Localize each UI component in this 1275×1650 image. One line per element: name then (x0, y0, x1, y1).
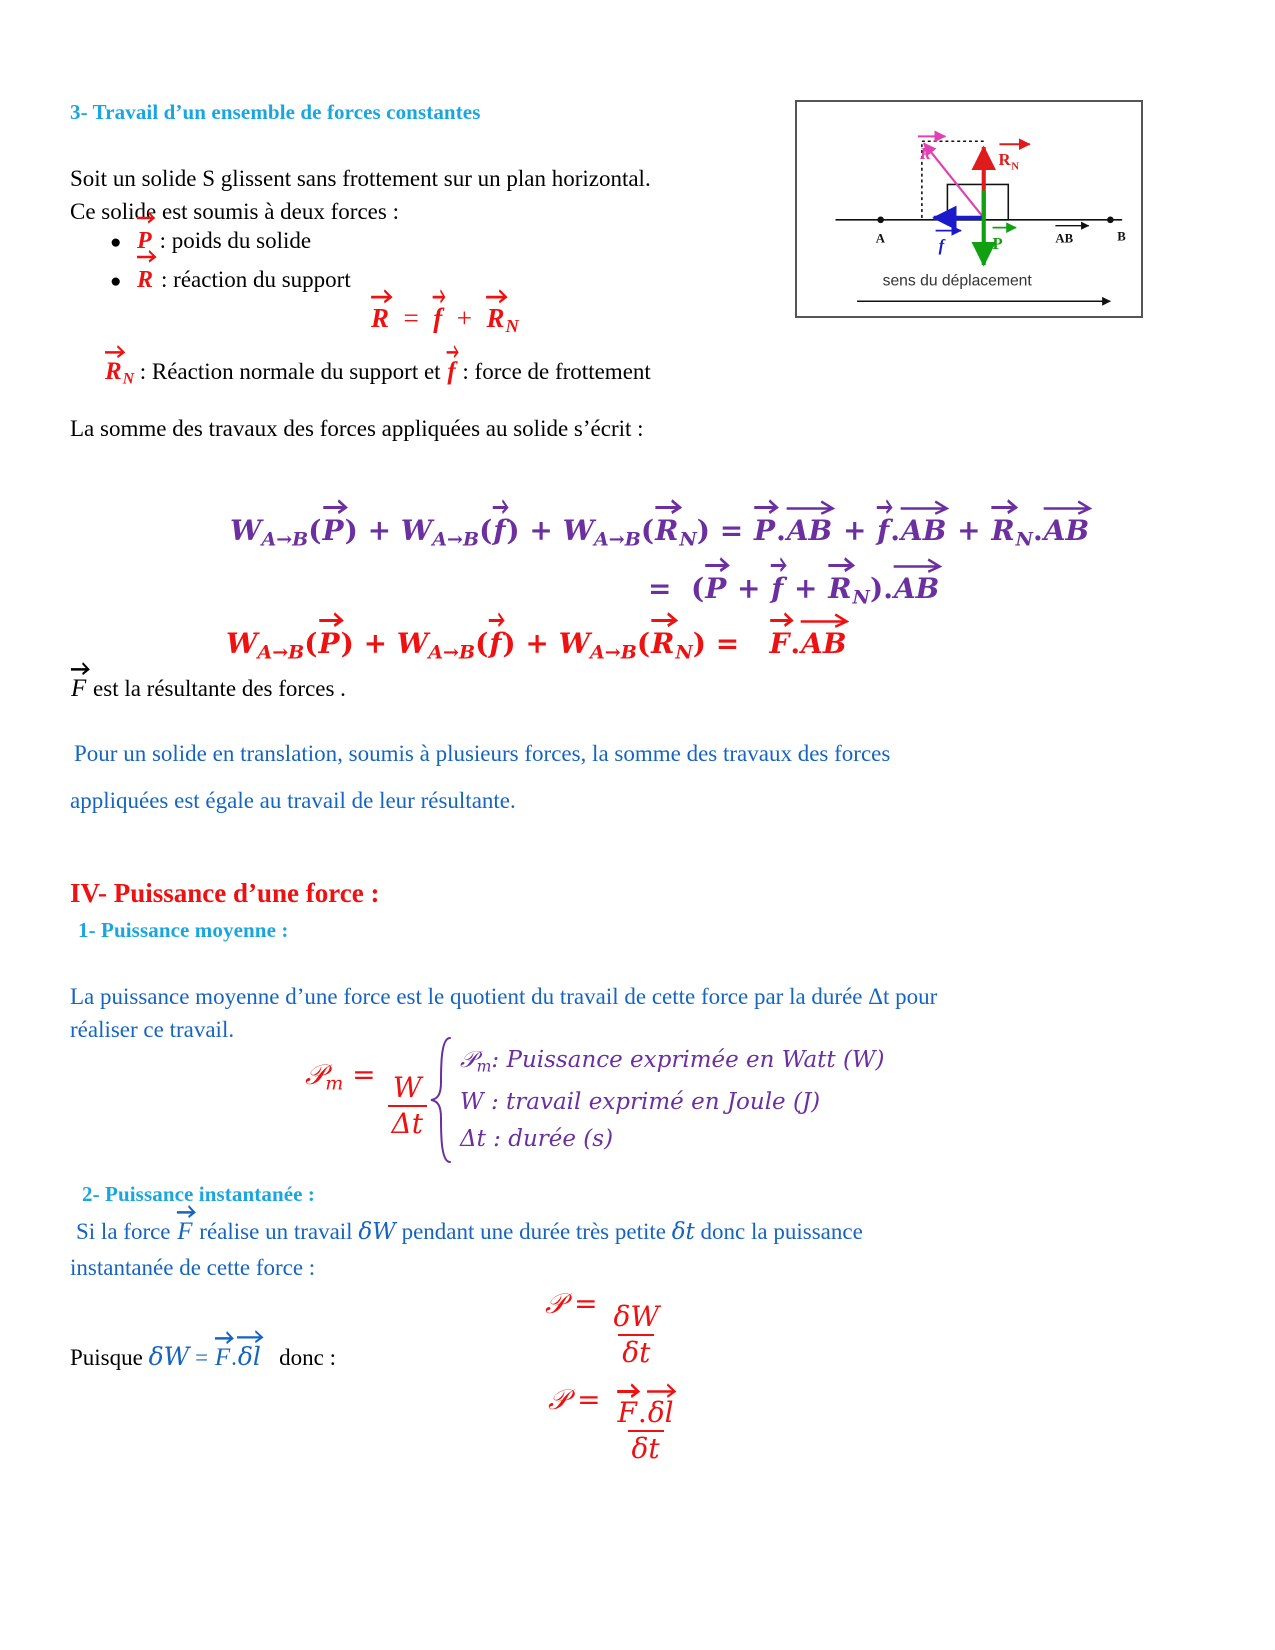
vector-f: f (770, 572, 784, 605)
bullet-text-R: : réaction du support (161, 267, 351, 292)
equation-work-sum-line-3: $W_{A\to B}$( $P) + W_{A\to B}$( $f) + W_{A\to B}$( $R_N$) = F. AB (226, 627, 848, 663)
vector-RN: R (654, 514, 679, 547)
definition-mid-text: : Réaction normale du support et (139, 359, 441, 384)
vector-AB: AB (893, 572, 940, 605)
vector-arrow-icon (1042, 498, 1091, 512)
vector-P: P (322, 514, 345, 547)
vector-delta-l (647, 1397, 675, 1428)
vector-P-symbol (136, 223, 153, 260)
svg-text:AB: AB (1055, 231, 1074, 246)
svg-text:B: B (1117, 229, 1126, 244)
formula-puissance-instantanee-developed (548, 1383, 682, 1464)
term-W-P: $W_{A\to B}$( P) (230, 514, 358, 547)
fraction-denominator: δt (628, 1430, 664, 1464)
equals-sign: = (577, 1383, 601, 1416)
bullet-dot-icon: ● (110, 271, 122, 292)
equation-R-decomposition: R = f + $R_N$ (370, 303, 519, 337)
fraction-Fdl-over-dt (612, 1397, 678, 1464)
system-row-3: Δt : durée (s) (460, 1126, 614, 1153)
dot-product-operator: . (231, 1345, 237, 1370)
text-puisque: Puisque (70, 1345, 143, 1370)
heading-section-4-1: 1- Puissance moyenne : (78, 918, 289, 942)
svg-text:A: A (875, 231, 885, 246)
vector-arrow-icon (753, 497, 778, 511)
symbol-subscript-m: m (325, 1072, 344, 1095)
fraction-denominator: δt (618, 1334, 654, 1368)
symbol-delta-t: δt (671, 1219, 695, 1245)
vector-F-letter: F (617, 1396, 637, 1430)
text-si-la-force: Si la force (76, 1219, 171, 1244)
intro-line-1: Soit un solide S glissent sans frottement sur un plan horizontal. (70, 166, 651, 191)
vector-F (616, 1397, 637, 1428)
symbol-subscript-m: m (476, 1056, 492, 1076)
vector-f-letter: f (447, 358, 456, 385)
bullet-text-P: : poids du solide (159, 228, 312, 253)
vector-arrow-icon (446, 343, 458, 356)
fraction-numerator (612, 1397, 678, 1429)
vector-RN: R (990, 514, 1015, 547)
vector-arrow-icon (70, 660, 89, 673)
vector-RN: R (650, 627, 675, 660)
vector-arrow-icon (236, 1328, 263, 1341)
puissance-moyenne-text-line-1: La puissance moyenne d’une force est le quotient du travail de cette force par la durée Δt pour (70, 984, 938, 1009)
vector-arrow-icon (769, 610, 793, 624)
fraction-denominator: Δt (388, 1105, 427, 1139)
svg-text:R: R (998, 149, 1011, 169)
vector-RN-letter: R (105, 358, 122, 385)
vector-F (70, 675, 87, 703)
symbol-delta-W: δW (358, 1219, 396, 1245)
vector-arrow-icon (990, 497, 1017, 511)
vector-f (446, 358, 456, 386)
vector-arrow-icon (899, 498, 948, 512)
heading-section-4: IV- Puissance d’une force : (70, 878, 380, 908)
vector-F-letter: F (177, 1218, 193, 1245)
vector-F-letter: F (214, 1344, 231, 1371)
forces-bullet-list (110, 222, 730, 300)
vector-arrow-icon (876, 497, 892, 511)
vector-AB: AB (1043, 514, 1090, 547)
vector-F (176, 1218, 193, 1246)
vector-F: F (769, 627, 791, 660)
puissance-instantanee-line-2: instantanée de cette force : (70, 1255, 316, 1280)
puisque-line (70, 1342, 336, 1372)
conclusion-line-2: appliquées est égale au travail de leur résultante. (70, 788, 516, 813)
list-item (110, 261, 730, 300)
vector-F (214, 1344, 231, 1372)
equals-sign: = (574, 1287, 598, 1320)
vector-arrow-icon (488, 610, 504, 624)
term-W-P: $W_{A\to B}$( P) (226, 627, 354, 660)
vector-arrow-icon (704, 555, 729, 569)
equals-sign: = (352, 1058, 376, 1091)
fraction-dW-over-dt (609, 1301, 663, 1368)
svg-text:f: f (938, 236, 945, 256)
puissance-moyenne-text-line-2: réaliser ce travail. (70, 1017, 235, 1042)
term-W-RN: $W_{A\to B}$( $R_N$) (563, 514, 710, 547)
vector-AB: AB (786, 514, 833, 547)
vector-f: f (488, 627, 502, 660)
vector-arrow-icon (654, 497, 681, 511)
text-donc-la-puissance: donc la puissance (700, 1219, 863, 1244)
symbol-delta-W: δW (148, 1342, 190, 1371)
heading-section-3: 3- Travail d’un ensemble de forces constantes (70, 100, 481, 124)
formula-puissance-instantanee (545, 1287, 666, 1368)
symbol-script-P: 𝒫 (305, 1058, 326, 1091)
resultant-note-text: est la résultante des forces . (93, 676, 346, 701)
vector-arrow-icon (799, 611, 848, 625)
vector-arrow-icon (646, 1381, 676, 1395)
vector-RN-subscript: N (122, 370, 134, 388)
svg-text:N: N (1011, 160, 1020, 173)
dot-product-operator: . (637, 1396, 647, 1430)
vector-arrow-icon (827, 555, 854, 569)
vector-arrow-icon (892, 556, 941, 570)
formula-puissance-moyenne (305, 1058, 430, 1139)
text-realise-travail: réalise un travail (199, 1219, 353, 1244)
definition-RN-and-f (104, 358, 651, 388)
left-brace-icon (428, 1036, 454, 1164)
system-row-1-text: : Puissance exprimée en Watt (W) (491, 1046, 885, 1073)
vector-f: f (876, 514, 890, 547)
equation-work-sum-line-1: $W_{A\to B}$( $P) + W_{A\to B}$( $f) + W_{A\to B}$( $R_N$) = P. AB + f. AB + $R_N$. AB (230, 514, 1090, 550)
puissance-instantanee-line-1 (76, 1218, 863, 1246)
text-pendant-duree: pendant une durée très petite (401, 1219, 666, 1244)
bullet-dot-icon: ● (110, 232, 122, 253)
term-W-RN: $W_{A\to B}$( $R_N$) (559, 627, 706, 660)
svg-text:R: R (919, 143, 932, 163)
vector-arrow-icon (322, 497, 347, 511)
equation-work-sum-line-2: = ( P + f + $R_N$). AB (648, 572, 940, 608)
vector-RN: R (827, 572, 852, 605)
svg-text:sens du déplacement: sens du déplacement (882, 272, 1032, 290)
fraction-numerator: W (392, 1071, 422, 1105)
vector-arrow-icon (214, 1329, 233, 1342)
svg-text:P: P (992, 234, 1003, 254)
vector-delta-l (237, 1342, 262, 1371)
vector-F-letter: F (71, 675, 87, 702)
system-row-1 (460, 1042, 885, 1084)
vector-f: f (432, 303, 443, 334)
vector-arrow-icon (104, 343, 125, 356)
term-W-f: $W_{A\to B}$( f) (401, 514, 520, 547)
vector-P: P (753, 514, 776, 547)
vector-P: P (318, 627, 341, 660)
fraction-W-over-dt (388, 1072, 427, 1139)
conclusion-line-1: Pour un solide en translation, soumis à plusieurs forces, la somme des travaux des forces (74, 741, 891, 766)
vector-AB: AB (800, 627, 847, 660)
vector-arrow-icon (318, 610, 343, 624)
vector-arrow-icon (616, 1381, 639, 1395)
vector-f: f (492, 514, 506, 547)
symbol-delta-l: δl (647, 1396, 674, 1430)
vector-arrow-icon (770, 555, 786, 569)
definition-end-text: : force de frottement (462, 359, 651, 384)
resultant-note (70, 675, 346, 703)
vector-arrow-icon (650, 610, 677, 624)
force-diagram-figure (795, 100, 1143, 318)
system-rows (454, 1036, 885, 1164)
vector-RN (104, 358, 123, 386)
symbol-script-P: 𝒫 (548, 1383, 569, 1416)
intro-line-2: Ce solide est soumis à deux forces : (70, 199, 399, 224)
symbol-delta-l: δl (237, 1342, 261, 1371)
vector-R: R (370, 303, 390, 334)
heading-section-4-2: 2- Puissance instantanée : (82, 1182, 316, 1206)
vector-AB: AB (900, 514, 947, 547)
vector-P-letter: P (137, 228, 152, 254)
vector-RN: R (485, 303, 505, 334)
vector-P: P (704, 572, 727, 605)
sum-intro-text: La somme des travaux des forces appliquées au solide s’écrit : (70, 416, 644, 441)
vector-arrow-icon (492, 497, 508, 511)
units-definition-system (428, 1036, 948, 1164)
equals-sign: = (195, 1345, 209, 1370)
list-item (110, 222, 730, 261)
vector-R-letter: R (137, 267, 154, 293)
text-donc: donc : (279, 1345, 337, 1370)
fraction-numerator: δW (613, 1300, 660, 1334)
symbol-script-P: 𝒫 (545, 1287, 566, 1320)
vector-R-symbol (136, 262, 154, 299)
term-W-f: $W_{A\to B}$( f) (397, 627, 516, 660)
symbol-script-P: 𝒫 (460, 1046, 477, 1073)
system-row-2: W : travail exprimé en Joule (J) (460, 1089, 821, 1116)
vector-arrow-icon (785, 498, 834, 512)
